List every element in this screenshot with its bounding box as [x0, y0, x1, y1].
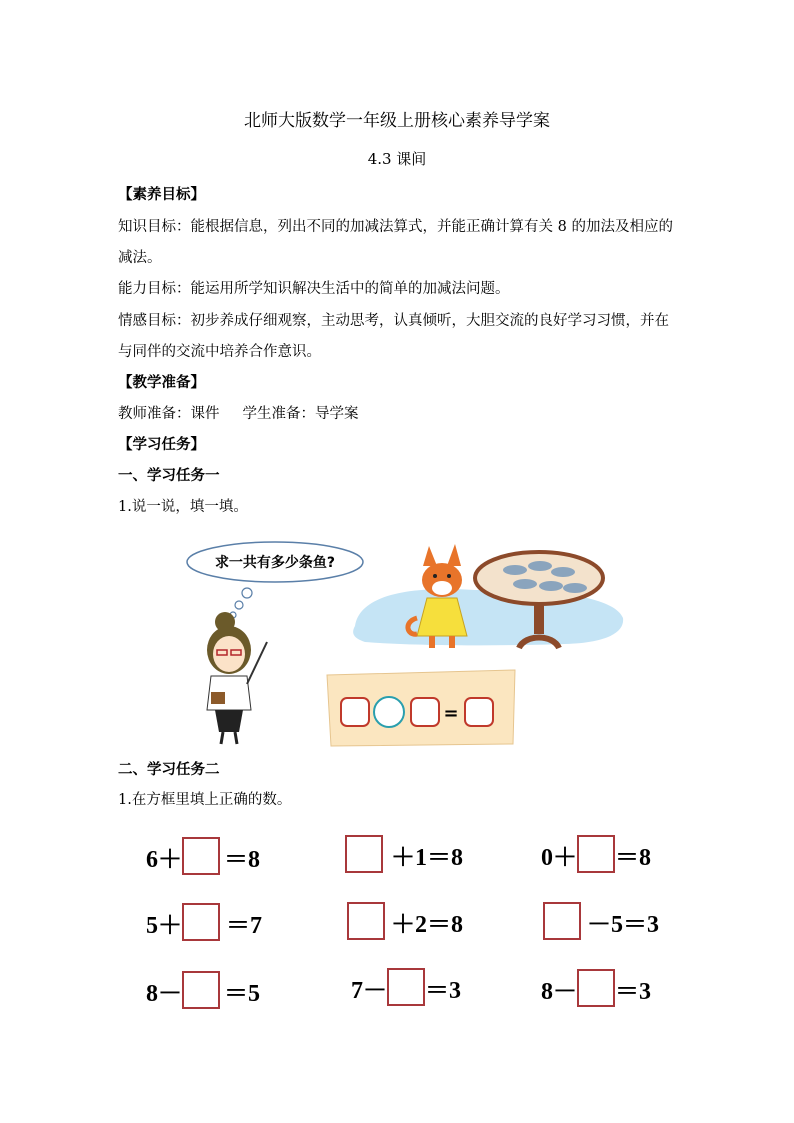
paper-box-2	[411, 698, 439, 726]
paper-box-3	[465, 698, 493, 726]
equation-suffix: ＝3	[425, 977, 461, 1004]
emotion-goal-line2: 与同伴的交流中培养合作意识。	[118, 344, 321, 360]
paper-circle	[374, 697, 404, 727]
task2-title: 二、学习任务二	[118, 761, 220, 778]
answer-box[interactable]	[387, 968, 425, 1006]
equation-5	[347, 899, 463, 943]
answer-box[interactable]	[577, 835, 615, 873]
tasks-heading: 【学习任务】	[118, 436, 205, 453]
task2-item: 1.在方框里填上正确的数。	[118, 792, 292, 808]
teacher-illustration	[207, 612, 267, 744]
equation-suffix: ＋1＝8	[391, 844, 463, 871]
answer-box[interactable]	[543, 902, 581, 940]
equation-6	[543, 899, 659, 943]
prep-heading: 【教学准备】	[118, 374, 205, 391]
equation-prefix: 8－	[146, 980, 182, 1007]
equation-suffix: －5＝3	[587, 911, 659, 938]
equation-suffix: ＝8	[224, 846, 260, 873]
task1-illustration	[185, 538, 625, 748]
equation-4	[146, 900, 262, 944]
answer-box[interactable]	[182, 971, 220, 1009]
answer-box[interactable]	[347, 902, 385, 940]
equation-prefix: 8－	[541, 978, 577, 1005]
task1-item: 1.说一说，填一填。	[118, 499, 248, 515]
task1-title: 一、学习任务一	[118, 467, 220, 484]
equation-prefix: 7－	[351, 977, 387, 1004]
paper-equal-sign: =	[443, 703, 459, 724]
equation-suffix: ＝5	[224, 980, 260, 1007]
ability-goal: 能力目标：能运用所学知识解决生活中的简单的加减法问题。	[118, 281, 510, 297]
bubble-text: 求一共有多少条鱼?	[214, 555, 336, 571]
equation-9	[541, 966, 651, 1010]
equation-prefix: 5＋	[146, 912, 182, 939]
equation-paper	[327, 670, 515, 746]
equation-suffix: ＝7	[226, 912, 262, 939]
equation-prefix: 0＋	[541, 844, 577, 871]
answer-box[interactable]	[182, 903, 220, 941]
emotion-goal-line1: 情感目标：初步养成仔细观察，主动思考，认真倾听，大胆交流的良好学习习惯，并在	[118, 313, 669, 329]
answer-box[interactable]	[345, 835, 383, 873]
answer-box[interactable]	[182, 837, 220, 875]
equation-8	[351, 965, 461, 1009]
knowledge-goal-line2: 减法。	[118, 250, 162, 266]
answer-box[interactable]	[577, 969, 615, 1007]
prep-text: 教师准备：课件 学生准备：导学案	[118, 406, 359, 422]
goals-heading: 【素养目标】	[118, 186, 205, 203]
equation-1	[146, 834, 260, 878]
equation-suffix: ＝3	[615, 978, 651, 1005]
page-title: 北师大版数学一年级上册核心素养导学案	[244, 111, 550, 131]
equation-suffix: ＋2＝8	[391, 911, 463, 938]
equation-2	[345, 832, 463, 876]
equation-3	[541, 832, 651, 876]
equation-prefix: 6＋	[146, 846, 182, 873]
equation-7	[146, 968, 260, 1012]
paper-box-1	[341, 698, 369, 726]
knowledge-goal-line1: 知识目标：能根据信息，列出不同的加减法算式，并能正确计算有关 8 的加法及相应的	[118, 219, 673, 235]
lesson-subtitle: 4.3 课间	[367, 150, 427, 168]
illustration-svg	[185, 538, 625, 748]
equation-suffix: ＝8	[615, 844, 651, 871]
